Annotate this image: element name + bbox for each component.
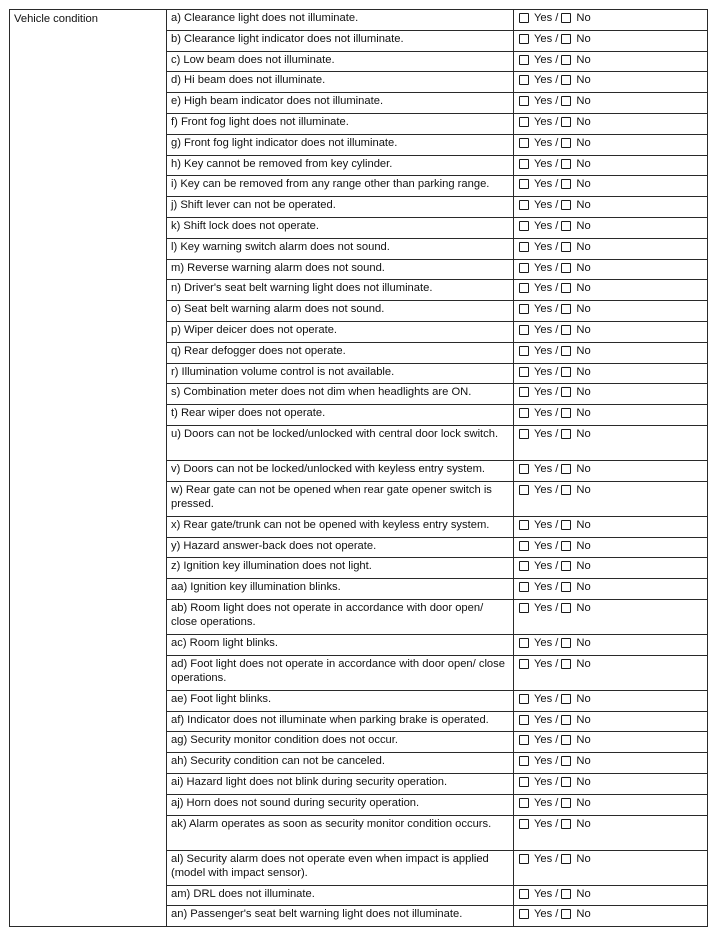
no-label: No — [576, 796, 591, 809]
no-checkbox[interactable] — [561, 263, 571, 273]
yes-label: Yes — [534, 12, 553, 24]
yes-no-cell — [514, 321, 708, 342]
yes-label: Yes — [534, 407, 553, 420]
yes-label: Yes — [534, 427, 553, 440]
yes-checkbox[interactable] — [519, 541, 529, 551]
yes-no-cell — [514, 655, 708, 690]
separator: / — [555, 178, 559, 191]
no-checkbox[interactable] — [561, 55, 571, 65]
separator: / — [555, 713, 559, 726]
no-checkbox[interactable] — [561, 735, 571, 745]
no-checkbox[interactable] — [561, 582, 571, 592]
no-checkbox[interactable] — [561, 221, 571, 231]
separator: / — [555, 427, 559, 440]
yes-checkbox[interactable] — [519, 304, 529, 314]
no-label: No — [576, 755, 591, 768]
no-checkbox[interactable] — [561, 464, 571, 474]
yes-no-cell — [514, 342, 708, 363]
no-checkbox[interactable] — [561, 117, 571, 127]
separator: / — [555, 136, 559, 149]
condition-text: q) Rear defogger does not operate. — [167, 342, 514, 363]
yes-checkbox[interactable] — [519, 756, 529, 766]
separator: / — [555, 323, 559, 336]
yes-checkbox[interactable] — [519, 603, 529, 613]
separator: / — [555, 303, 559, 316]
condition-text: af) Indicator does not illuminate when parking brake is operated. — [167, 711, 514, 732]
yes-checkbox[interactable] — [519, 387, 529, 397]
no-checkbox[interactable] — [561, 603, 571, 613]
separator: / — [555, 407, 559, 420]
yes-no-cell — [514, 280, 708, 301]
condition-text: z) Ignition key illumination does not light. — [167, 558, 514, 579]
yes-label: Yes — [534, 775, 553, 788]
yes-label: Yes — [534, 636, 553, 649]
no-checkbox[interactable] — [561, 75, 571, 85]
condition-text: p) Wiper deicer does not operate. — [167, 321, 514, 342]
condition-text: t) Rear wiper does not operate. — [167, 405, 514, 426]
yes-label: Yes — [534, 323, 553, 336]
no-label: No — [576, 692, 591, 705]
yes-no-cell — [514, 516, 708, 537]
yes-label: Yes — [534, 817, 553, 830]
no-checkbox[interactable] — [561, 138, 571, 148]
yes-no-cell — [514, 885, 708, 906]
yes-no-cell — [514, 850, 708, 885]
yes-no-cell — [514, 711, 708, 732]
condition-text: g) Front fog light indicator does not illuminate. — [167, 134, 514, 155]
yes-label: Yes — [534, 462, 553, 475]
separator: / — [555, 539, 559, 552]
separator: / — [555, 344, 559, 357]
yes-no-cell — [514, 815, 708, 850]
separator: / — [555, 581, 559, 594]
no-label: No — [576, 539, 591, 552]
no-label: No — [576, 344, 591, 357]
no-checkbox[interactable] — [561, 34, 571, 44]
yes-label: Yes — [534, 178, 553, 191]
yes-checkbox[interactable] — [519, 715, 529, 725]
yes-checkbox[interactable] — [519, 117, 529, 127]
separator: / — [555, 817, 559, 830]
yes-label: Yes — [534, 386, 553, 399]
separator: / — [555, 796, 559, 809]
yes-checkbox[interactable] — [519, 694, 529, 704]
no-label: No — [576, 734, 591, 747]
no-label: No — [576, 178, 591, 191]
yes-no-cell — [514, 460, 708, 481]
yes-label: Yes — [534, 539, 553, 552]
condition-text: b) Clearance light indicator does not illuminate. — [167, 30, 514, 51]
yes-label: Yes — [534, 755, 553, 768]
yes-no-cell — [514, 634, 708, 655]
no-label: No — [576, 240, 591, 253]
yes-checkbox[interactable] — [519, 582, 529, 592]
condition-text: d) Hi beam does not illuminate. — [167, 72, 514, 93]
separator: / — [555, 386, 559, 399]
no-label: No — [576, 908, 591, 921]
yes-label: Yes — [534, 219, 553, 232]
no-label: No — [576, 12, 591, 24]
no-checkbox[interactable] — [561, 408, 571, 418]
yes-checkbox[interactable] — [519, 346, 529, 356]
separator: / — [555, 199, 559, 212]
no-checkbox[interactable] — [561, 429, 571, 439]
yes-no-cell — [514, 481, 708, 516]
condition-text: i) Key can be removed from any range other than parking range. — [167, 176, 514, 197]
no-checkbox[interactable] — [561, 367, 571, 377]
condition-row — [10, 10, 708, 31]
separator: / — [555, 365, 559, 378]
no-checkbox[interactable] — [561, 325, 571, 335]
yes-checkbox[interactable] — [519, 96, 529, 106]
yes-no-cell — [514, 155, 708, 176]
separator: / — [555, 601, 559, 614]
no-checkbox[interactable] — [561, 520, 571, 530]
no-label: No — [576, 303, 591, 316]
no-checkbox[interactable] — [561, 13, 571, 23]
separator: / — [555, 908, 559, 921]
yes-label: Yes — [534, 199, 553, 212]
yes-label: Yes — [534, 53, 553, 66]
yes-label: Yes — [534, 908, 553, 921]
separator: / — [555, 157, 559, 170]
no-checkbox[interactable] — [561, 159, 571, 169]
separator: / — [555, 755, 559, 768]
yes-checkbox[interactable] — [519, 75, 529, 85]
condition-text: h) Key cannot be removed from key cylinder. — [167, 155, 514, 176]
no-label: No — [576, 219, 591, 232]
separator: / — [555, 560, 559, 573]
no-label: No — [576, 261, 591, 274]
yes-checkbox[interactable] — [519, 561, 529, 571]
condition-text: aa) Ignition key illumination blinks. — [167, 579, 514, 600]
yes-label: Yes — [534, 365, 553, 378]
separator: / — [555, 115, 559, 128]
no-checkbox[interactable] — [561, 694, 571, 704]
yes-no-cell — [514, 217, 708, 238]
no-checkbox[interactable] — [561, 819, 571, 829]
no-checkbox[interactable] — [561, 283, 571, 293]
yes-checkbox[interactable] — [519, 909, 529, 919]
no-label: No — [576, 282, 591, 295]
yes-label: Yes — [534, 483, 553, 496]
section-label: Vehicle condition — [10, 10, 167, 927]
yes-checkbox[interactable] — [519, 798, 529, 808]
condition-text: ak) Alarm operates as soon as security monitor condition occurs. — [167, 815, 514, 850]
separator: / — [555, 261, 559, 274]
separator: / — [555, 692, 559, 705]
condition-text: w) Rear gate can not be opened when rear gate opener switch is pressed. — [167, 481, 514, 516]
yes-label: Yes — [534, 887, 553, 900]
no-label: No — [576, 657, 591, 670]
yes-no-cell — [514, 384, 708, 405]
yes-label: Yes — [534, 157, 553, 170]
yes-checkbox[interactable] — [519, 408, 529, 418]
yes-checkbox[interactable] — [519, 777, 529, 787]
yes-checkbox[interactable] — [519, 55, 529, 65]
no-checkbox[interactable] — [561, 541, 571, 551]
yes-no-cell — [514, 690, 708, 711]
yes-checkbox[interactable] — [519, 367, 529, 377]
yes-no-cell — [514, 238, 708, 259]
vehicle-condition-table — [9, 9, 708, 927]
no-label: No — [576, 95, 591, 108]
condition-text: u) Doors can not be locked/unlocked with central door lock switch. — [167, 425, 514, 460]
no-label: No — [576, 713, 591, 726]
no-checkbox[interactable] — [561, 561, 571, 571]
separator: / — [555, 32, 559, 45]
no-label: No — [576, 601, 591, 614]
condition-text: ad) Foot light does not operate in accordance with door open/ close operations. — [167, 655, 514, 690]
yes-checkbox[interactable] — [519, 13, 529, 23]
condition-text: x) Rear gate/trunk can not be opened with keyless entry system. — [167, 516, 514, 537]
yes-checkbox[interactable] — [519, 242, 529, 252]
yes-checkbox[interactable] — [519, 138, 529, 148]
no-checkbox[interactable] — [561, 756, 571, 766]
separator: / — [555, 240, 559, 253]
yes-checkbox[interactable] — [519, 485, 529, 495]
no-checkbox[interactable] — [561, 179, 571, 189]
yes-checkbox[interactable] — [519, 283, 529, 293]
separator: / — [555, 657, 559, 670]
condition-text: f) Front fog light does not illuminate. — [167, 113, 514, 134]
yes-checkbox[interactable] — [519, 221, 529, 231]
condition-text: k) Shift lock does not operate. — [167, 217, 514, 238]
no-label: No — [576, 386, 591, 399]
yes-no-cell — [514, 405, 708, 426]
yes-no-cell — [514, 72, 708, 93]
yes-label: Yes — [534, 240, 553, 253]
condition-text: aj) Horn does not sound during security operation. — [167, 794, 514, 815]
no-checkbox[interactable] — [561, 346, 571, 356]
yes-label: Yes — [534, 796, 553, 809]
yes-no-cell — [514, 579, 708, 600]
separator: / — [555, 483, 559, 496]
no-checkbox[interactable] — [561, 242, 571, 252]
separator: / — [555, 219, 559, 232]
yes-checkbox[interactable] — [519, 854, 529, 864]
yes-label: Yes — [534, 657, 553, 670]
condition-text: c) Low beam does not illuminate. — [167, 51, 514, 72]
separator: / — [555, 636, 559, 649]
yes-no-cell — [514, 773, 708, 794]
yes-no-cell — [514, 599, 708, 634]
yes-no-cell — [514, 113, 708, 134]
yes-label: Yes — [534, 261, 553, 274]
condition-text: al) Security alarm does not operate even when impact is applied (model with impact sensor). — [167, 850, 514, 885]
no-label: No — [576, 462, 591, 475]
no-label: No — [576, 483, 591, 496]
no-label: No — [576, 887, 591, 900]
yes-label: Yes — [534, 601, 553, 614]
condition-text: l) Key warning switch alarm does not sound. — [167, 238, 514, 259]
condition-text: r) Illumination volume control is not available. — [167, 363, 514, 384]
separator: / — [555, 462, 559, 475]
no-label: No — [576, 74, 591, 87]
no-label: No — [576, 157, 591, 170]
yes-label: Yes — [534, 74, 553, 87]
separator: / — [555, 775, 559, 788]
yes-checkbox[interactable] — [519, 263, 529, 273]
separator: / — [555, 12, 559, 24]
no-label: No — [576, 199, 591, 212]
no-checkbox[interactable] — [561, 638, 571, 648]
yes-checkbox[interactable] — [519, 325, 529, 335]
no-checkbox[interactable] — [561, 715, 571, 725]
no-label: No — [576, 323, 591, 336]
yes-checkbox[interactable] — [519, 819, 529, 829]
separator: / — [555, 887, 559, 900]
no-checkbox[interactable] — [561, 854, 571, 864]
yes-checkbox[interactable] — [519, 659, 529, 669]
yes-label: Yes — [534, 344, 553, 357]
condition-text: v) Doors can not be locked/unlocked with keyless entry system. — [167, 460, 514, 481]
no-checkbox[interactable] — [561, 200, 571, 210]
yes-no-cell — [514, 363, 708, 384]
condition-text: a) Clearance light does not illuminate. — [167, 10, 514, 31]
condition-text: y) Hazard answer-back does not operate. — [167, 537, 514, 558]
condition-text: ae) Foot light blinks. — [167, 690, 514, 711]
yes-label: Yes — [534, 581, 553, 594]
separator: / — [555, 518, 559, 531]
yes-no-cell — [514, 93, 708, 114]
yes-label: Yes — [534, 115, 553, 128]
yes-checkbox[interactable] — [519, 464, 529, 474]
condition-text: e) High beam indicator does not illuminate. — [167, 93, 514, 114]
condition-text: ai) Hazard light does not blink during security operation. — [167, 773, 514, 794]
yes-checkbox[interactable] — [519, 638, 529, 648]
no-label: No — [576, 53, 591, 66]
separator: / — [555, 282, 559, 295]
condition-text: an) Passenger's seat belt warning light does not illuminate. — [167, 906, 514, 927]
separator: / — [555, 734, 559, 747]
no-label: No — [576, 775, 591, 788]
yes-no-cell — [514, 537, 708, 558]
yes-no-cell — [514, 30, 708, 51]
yes-no-cell — [514, 732, 708, 753]
yes-no-cell — [514, 753, 708, 774]
yes-checkbox[interactable] — [519, 889, 529, 899]
yes-checkbox[interactable] — [519, 520, 529, 530]
no-checkbox[interactable] — [561, 304, 571, 314]
yes-label: Yes — [534, 734, 553, 747]
no-checkbox[interactable] — [561, 909, 571, 919]
yes-label: Yes — [534, 692, 553, 705]
condition-text: ag) Security monitor condition does not occur. — [167, 732, 514, 753]
yes-label: Yes — [534, 852, 553, 865]
yes-no-cell — [514, 10, 708, 31]
condition-text: ab) Room light does not operate in accordance with door open/ close operations. — [167, 599, 514, 634]
yes-label: Yes — [534, 95, 553, 108]
yes-label: Yes — [534, 518, 553, 531]
separator: / — [555, 74, 559, 87]
condition-text: j) Shift lever can not be operated. — [167, 197, 514, 218]
yes-no-cell — [514, 301, 708, 322]
no-checkbox[interactable] — [561, 96, 571, 106]
yes-checkbox[interactable] — [519, 159, 529, 169]
yes-no-cell — [514, 259, 708, 280]
separator: / — [555, 95, 559, 108]
yes-label: Yes — [534, 713, 553, 726]
no-label: No — [576, 636, 591, 649]
no-checkbox[interactable] — [561, 387, 571, 397]
yes-checkbox[interactable] — [519, 34, 529, 44]
condition-rows — [10, 10, 708, 927]
condition-text: s) Combination meter does not dim when headlights are ON. — [167, 384, 514, 405]
yes-checkbox[interactable] — [519, 179, 529, 189]
no-label: No — [576, 136, 591, 149]
yes-no-cell — [514, 134, 708, 155]
no-label: No — [576, 32, 591, 45]
no-label: No — [576, 852, 591, 865]
separator: / — [555, 852, 559, 865]
yes-checkbox[interactable] — [519, 200, 529, 210]
yes-no-cell — [514, 176, 708, 197]
yes-checkbox[interactable] — [519, 429, 529, 439]
separator: / — [555, 53, 559, 66]
yes-no-cell — [514, 425, 708, 460]
yes-label: Yes — [534, 282, 553, 295]
yes-no-cell — [514, 794, 708, 815]
yes-no-cell — [514, 51, 708, 72]
no-label: No — [576, 518, 591, 531]
no-label: No — [576, 427, 591, 440]
condition-text: ac) Room light blinks. — [167, 634, 514, 655]
no-checkbox[interactable] — [561, 889, 571, 899]
no-label: No — [576, 407, 591, 420]
condition-text: ah) Security condition can not be canceled. — [167, 753, 514, 774]
condition-text: n) Driver's seat belt warning light does not illuminate. — [167, 280, 514, 301]
no-label: No — [576, 817, 591, 830]
condition-text: am) DRL does not illuminate. — [167, 885, 514, 906]
no-label: No — [576, 581, 591, 594]
no-label: No — [576, 115, 591, 128]
no-checkbox[interactable] — [561, 798, 571, 808]
yes-checkbox[interactable] — [519, 735, 529, 745]
no-label: No — [576, 365, 591, 378]
condition-text: m) Reverse warning alarm does not sound. — [167, 259, 514, 280]
no-checkbox[interactable] — [561, 485, 571, 495]
yes-label: Yes — [534, 303, 553, 316]
yes-label: Yes — [534, 136, 553, 149]
no-checkbox[interactable] — [561, 777, 571, 787]
no-label: No — [576, 560, 591, 573]
condition-text: o) Seat belt warning alarm does not sound. — [167, 301, 514, 322]
yes-no-cell — [514, 906, 708, 927]
yes-no-cell — [514, 558, 708, 579]
yes-no-cell — [514, 197, 708, 218]
no-checkbox[interactable] — [561, 659, 571, 669]
yes-label: Yes — [534, 560, 553, 573]
yes-label: Yes — [534, 32, 553, 45]
